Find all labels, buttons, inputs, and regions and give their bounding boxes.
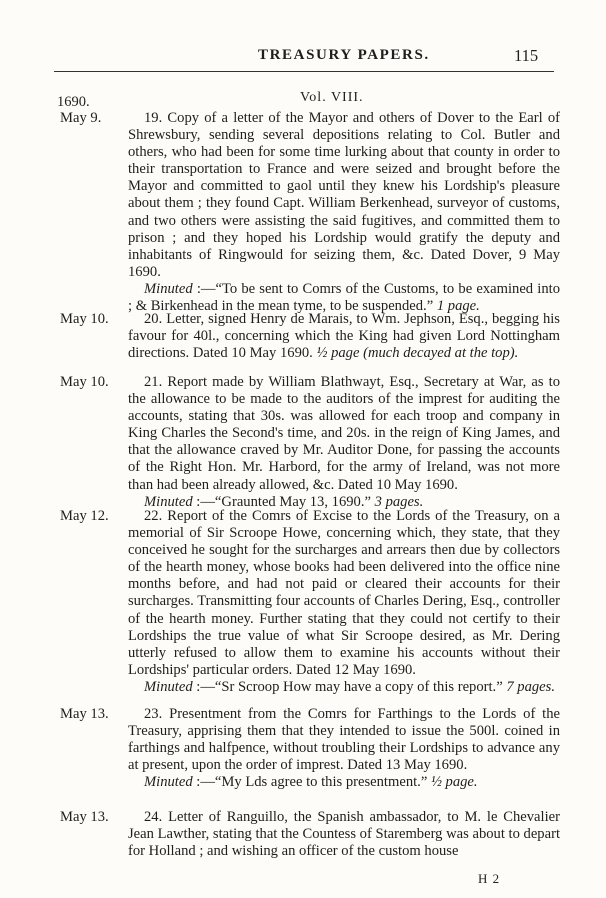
entry-23 [60, 706, 560, 791]
entry-minuted [128, 679, 560, 696]
entry-19 [60, 110, 560, 315]
minuted-label: Minuted [144, 774, 193, 791]
entry-text: 23. Presentment from the Comrs for Farthings to the Lords of the Treasury, apprising them that they intended to issue the 500l. coined in farthings and halfpence, without troubling their Lordships to advance any at present, upon the order of imprest. Dated 13 May 1690. [128, 706, 560, 774]
entry-date: May 12. [60, 508, 109, 524]
entry-text-main: 20. Letter, signed Henry de Marais, to Wm. Jephson, Esq., begging his favour for 40l., concerning which the King had given Lord Nottingham directions. Dated 10 May 1690. [128, 311, 560, 362]
page-count: 7 pages. [502, 678, 555, 695]
entry-text [128, 311, 560, 362]
entry-minuted [128, 774, 560, 791]
entry-date: May 10. [60, 374, 109, 390]
entry-date: May 10. [60, 311, 109, 327]
volume-label: Vol. VIII. [300, 90, 364, 105]
entry-20 [60, 311, 560, 362]
header-rule [54, 71, 554, 72]
page-count: ½ page. [427, 774, 478, 791]
entry-text: 24. Letter of Ranguillo, the Spanish ambassador, to M. le Chevalier Jean Lawther, stating that the Countess of Staremberg was about to depart for Holland ; and wishing an officer of the custom house [128, 809, 560, 860]
minuted-text: :—“My Lds agree to this presentment.” [192, 774, 428, 791]
page-count: ½ page (much decayed at the top). [312, 345, 519, 362]
minuted-label: Minuted [144, 493, 193, 510]
page-number: 115 [514, 46, 539, 65]
entry-21 [60, 374, 560, 511]
minuted-label: Minuted [144, 280, 193, 297]
page-count: 1 page. [433, 298, 480, 315]
entry-date: May 13. [60, 809, 109, 825]
entry-text: 21. Report made by William Blathwayt, Esq., Secretary at War, as to the allowance to be made to the auditors of the imprest for auditing the accounts, stating that 30s. was allowed for each troop and company in King Charles the Second's time, and 20s. in the reign of King James, and that the allowance craved by Mr. Auditor Done, for passing the accounts of the Right Hon. Mr. Harbord, for the army of Ireland, was not more than had been already allowed, &c. Dated 10 May 1690. [128, 374, 560, 493]
entry-date: May 9. [60, 110, 102, 126]
page-header [0, 47, 606, 67]
entry-minuted [128, 281, 560, 315]
entry-22 [60, 508, 560, 696]
entry-date: May 13. [60, 706, 109, 722]
running-title: TREASURY PAPERS. [258, 47, 430, 63]
minuted-text: :—“To be sent to Comrs of the Customs, to be examined into ; & Birkenhead in the mean tyme, to be suspended.” [128, 280, 560, 315]
minuted-text: :—“Sr Scroop How may have a copy of this report.” [192, 678, 503, 695]
entry-text: 22. Report of the Comrs of Excise to the Lords of the Treasury, on a memorial of Sir Scroope Howe, concerning which, they state, that they conceived he sought for the surcharges and arrears then due by collectors of the hearth money, whose books had been delivered into the office nine months before, and had not paid or cleared their accounts for their surcharges. Transmitting four accounts of Charles Dering, Esq., controller of the hearth money. Further stating that they could not certify to their Lordships the true value of what Sir Scroope desired, as Mr. Dering utterly refused to allow them to examine his accounts without their Lordships' particular orders. Dated 12 May 1690. [128, 508, 560, 678]
signature-mark: H 2 [478, 871, 501, 886]
minuted-text: :—“Graunted May 13, 1690.” [192, 493, 371, 510]
page-count: 3 pages. [370, 493, 424, 510]
minuted-label: Minuted [144, 678, 193, 695]
entry-text: 19. Copy of a letter of the Mayor and others of Dover to the Earl of Shrewsbury, sending several depositions relating to Col. Butler and others, who had been for some time lurking about that county in order to their transportation to France and were seized and brought before the Mayor and committed to gaol until they knew his Lordship's pleasure about them ; they found Capt. William Berkenhead, surveyor of customs, and two others were assisting the said fugitives, and committed them to prison ; and they hoped his Lordship would gratify the deputy and inhabitants of Ringwould for seizing them, &c. Dated Dover, 9 May 1690. [128, 110, 560, 280]
entry-24 [60, 809, 560, 860]
year-label: 1690. [57, 94, 90, 110]
